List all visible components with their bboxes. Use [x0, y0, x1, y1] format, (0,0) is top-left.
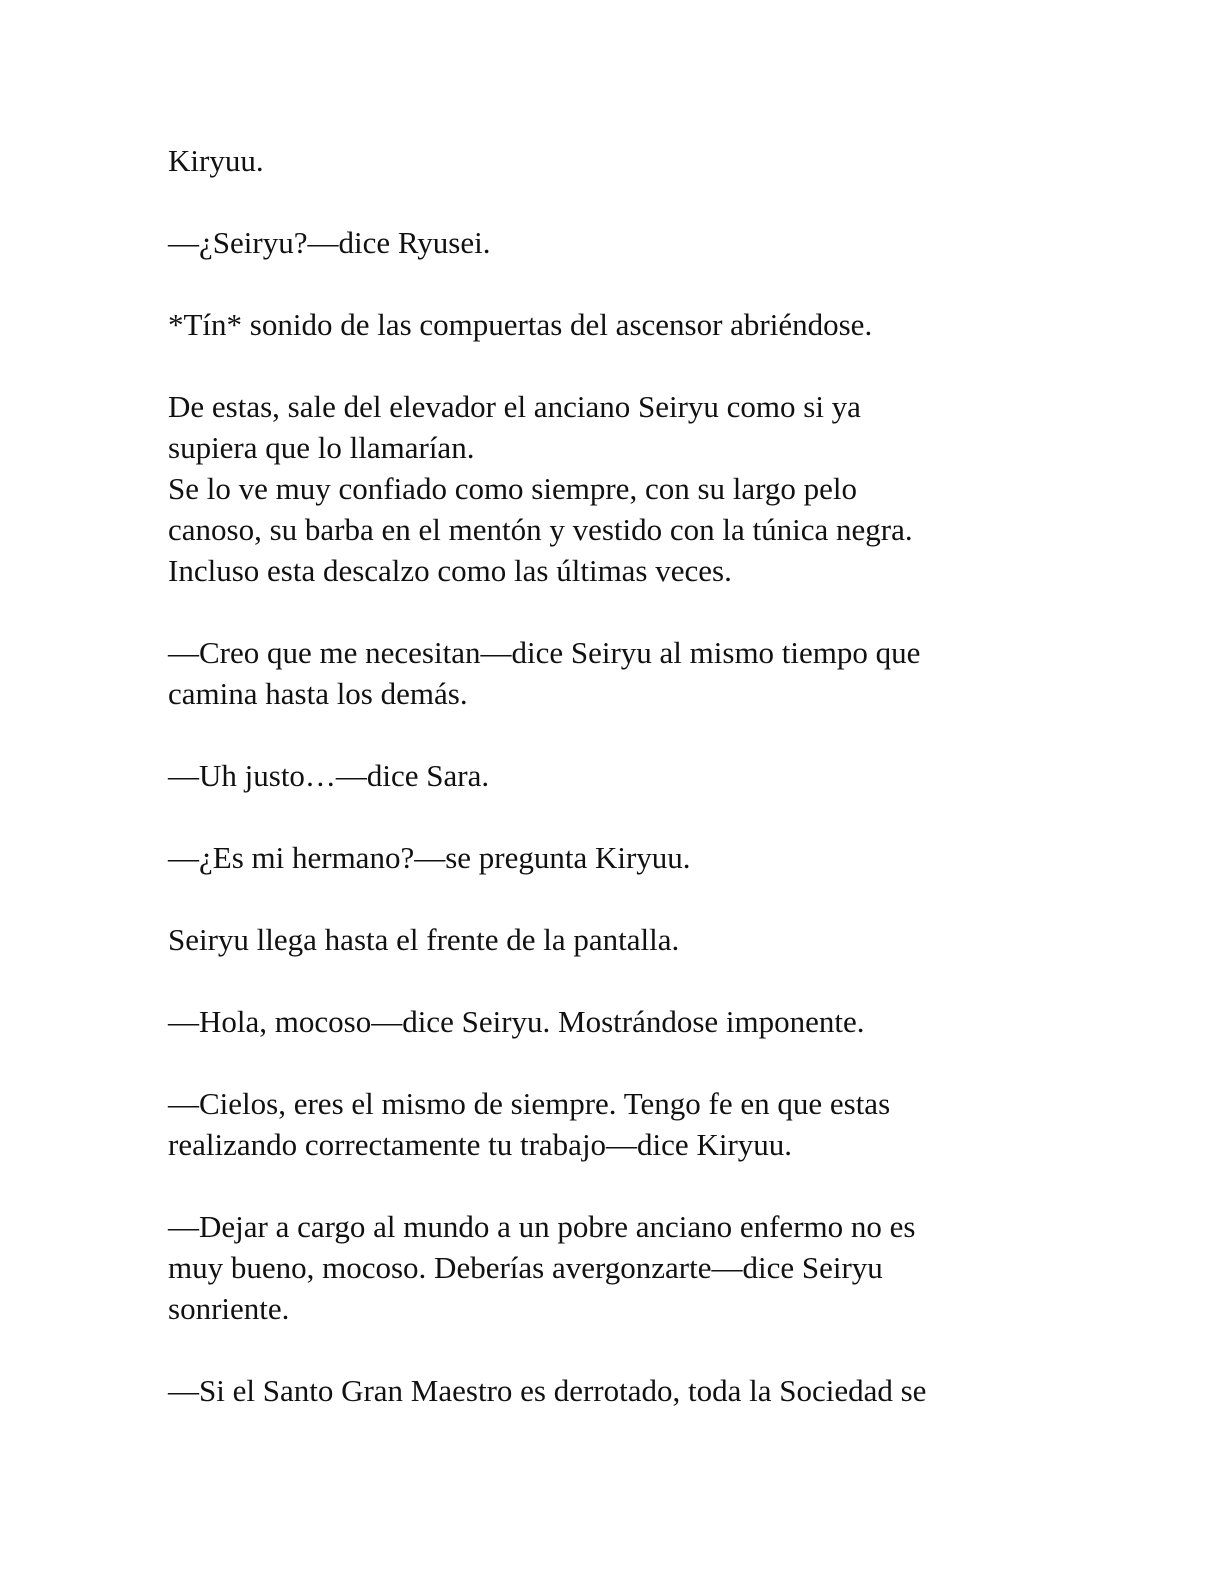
text-line: —Uh justo…—dice Sara.	[168, 758, 490, 793]
paragraph	[168, 1206, 1068, 1329]
text-line: —Cielos, eres el mismo de siempre. Tengo fe en que estas	[168, 1086, 891, 1121]
paragraph	[168, 919, 1068, 960]
paragraph	[168, 632, 1068, 714]
text-line: —¿Seiryu?—dice Ryusei.	[168, 225, 491, 260]
text-line: —Hola, mocoso—dice Seiryu. Mostrándose imponente.	[168, 1004, 865, 1039]
text-line: —Dejar a cargo al mundo a un pobre anciano enfermo no es	[168, 1209, 916, 1244]
text-line: Se lo ve muy confiado como siempre, con su largo pelo	[168, 471, 858, 506]
paragraph	[168, 140, 1068, 181]
text-line: camina hasta los demás.	[168, 676, 468, 711]
text-line: —¿Es mi hermano?—se pregunta Kiryuu.	[168, 840, 691, 875]
document-page	[168, 140, 1068, 1452]
text-line: realizando correctamente tu trabajo—dice Kiryuu.	[168, 1127, 793, 1162]
text-line: Kiryuu.	[168, 143, 264, 178]
paragraph	[168, 1001, 1068, 1042]
text-line: supiera que lo llamarían.	[168, 430, 475, 465]
paragraph	[168, 1083, 1068, 1165]
text-line: *Tín* sonido de las compuertas del ascensor abriéndose.	[168, 307, 873, 342]
paragraph	[168, 304, 1068, 345]
text-line: muy bueno, mocoso. Deberías avergonzarte—dice Seiryu	[168, 1250, 883, 1285]
text-line: canoso, su barba en el mentón y vestido con la túnica negra.	[168, 512, 913, 547]
text-line: Seiryu llega hasta el frente de la pantalla.	[168, 922, 680, 957]
text-line: —Creo que me necesitan—dice Seiryu al mismo tiempo que	[168, 635, 921, 670]
paragraph	[168, 468, 1068, 591]
paragraph	[168, 386, 1068, 468]
text-line: sonriente.	[168, 1291, 290, 1326]
paragraph	[168, 837, 1068, 878]
paragraph	[168, 1370, 1068, 1411]
text-line: —Si el Santo Gran Maestro es derrotado, toda la Sociedad se	[168, 1373, 927, 1408]
paragraph	[168, 755, 1068, 796]
text-line: Incluso esta descalzo como las últimas veces.	[168, 553, 732, 588]
paragraph	[168, 222, 1068, 263]
text-line: De estas, sale del elevador el anciano Seiryu como si ya	[168, 389, 861, 424]
